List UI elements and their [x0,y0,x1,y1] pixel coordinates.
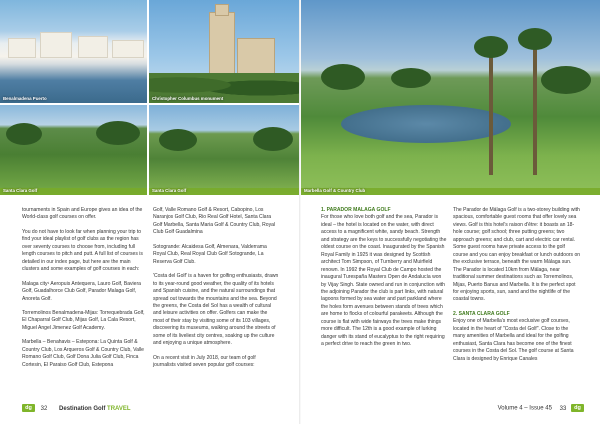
tree-shape [253,127,293,151]
monument-tower-top [215,4,229,16]
photo-santa-clara-1 [0,105,147,195]
footer-left [22,404,131,418]
photo-caption: Christopher Columbus monument [152,96,224,101]
page-gutter [299,0,301,424]
building-shape [78,36,108,58]
paragraph: Sotogrande: Alcaidesa Golf, Almenara, Valderrama Royal Club, Real Royal Club Golf Sotogrande, La Reserva Golf Club. [153,243,267,265]
section-heading: 2. SANTA CLARA GOLF [453,310,510,317]
building-shape [40,32,72,58]
palm-fronds [474,36,508,58]
paragraph: You do not have to look far when planning your trip to find your ideal playlist of golf clubs as the region has over seventy courses to choose from, including full length courses to pitch and putt. A full list of courses is detailed in our index page, but here are the main clusters and some examples of golf courses in each: [22,228,143,273]
palm-trunk [533,40,537,175]
paragraph: Marbella – Benahavis – Estepona: La Quinta Golf & Country Club, Los Arqueros Golf & Country Club, Valle Romano Golf Club, Golf Dona Julia Golf Club, Finca Cortesin, El Paraiso Golf Club, Estepona [22,339,144,368]
palm-trunk [489,48,493,175]
photo-marbella-golf [301,0,600,195]
photo-caption: Santa Clara Golf [3,188,38,193]
paragraph: Malaga city¹ Aeropuis Antequera, Lauro Golf, Baviera Golf, Guadalhorce Club Golf, Parador Malaga Golf, Anoreta Golf. [22,280,141,302]
lake [341,105,511,143]
paragraph: For those who love both golf and the sea, Parador is ideal – the hotel is located on the water, with direct access to a magnificent white, sandy beach. Strength and strategy are the keys to successfully negotiating the oldest course on the coast. Inaugurated by the Spanish Royal Family in 1925 it was designed by Scottish architect Tom Simpson, of Turnberry and Muirfield renown. In 1992 the Royal Club de Campo hosted the inaugural Turespaña Masters Open de Andalucía won by Vijay Singh. State owned and run in conjunction with the adjoining Parador the club is part links, with natural lagoons formed by sea water and part parkland where the holes form avenues between stands of trees which are home to flocks of colourful parakeets. Although the course is flat with wide fairways the trees make things more difficult. The 12th is a good example of lurking danger with its stand of eucalyptus to the right requiring a perfect drive to reach the green in two. [321,214,447,348]
palm-fronds [518,28,552,50]
tree-shape [96,121,140,145]
magazine-title: Destination Golf [59,405,106,412]
photo-columbus-monument [149,0,299,103]
photo-benalmadena-puerto [0,0,147,103]
dg-logo-badge: dg [22,404,35,412]
text-column-4 [453,207,581,370]
tree-shape [391,68,431,88]
page-number: 33 [559,405,567,412]
photo-caption: Santa Clara Golf [152,188,187,193]
magazine-name [59,406,131,412]
photo-caption: Marbella Golf & Country Club [304,188,366,193]
tree-shape [159,129,197,151]
dg-logo-badge: dg [571,404,584,412]
paragraph: On a recent visit in July 2018, our team of golf journalists visited seven popular golf courses: [153,354,256,369]
building-shape [8,38,36,58]
paragraph: Enjoy one of Marbella's most exclusive golf courses, located in the heart of "Costa del Golf". Close to the many amenities of Marbella and ideal for the golfing enthusiast, Santa Clara has become one of the finest courses in the Costa del Sol. The golf course at Santa Clara is designed by Enrique Canales [453,318,574,362]
text-column-2 [153,207,279,377]
photo-caption: Benalmadena Puerto [3,96,47,101]
section-heading: 1. PARADOR MALAGA GOLF [321,207,391,213]
paragraph: tournaments in Spain and Europe gives an idea of the World-class golf courses on offer. [22,207,143,221]
building-shape [112,40,144,58]
tree-shape [541,66,591,94]
tree-shape [321,64,365,90]
magazine-accent: TRAVEL [107,405,131,412]
page-number: 32 [40,405,48,412]
paragraph: Torremolinos Benalmadena-Mijas: Torrequebrada Golf, El Chaparral Golf Club, Mijas Golf, La Cala Resort, Miguel Angel Jimenez Golf Academy. [22,309,145,331]
photo-santa-clara-2 [149,105,299,195]
text-column-3 [321,207,448,356]
footer-right [478,404,584,418]
issue-label: Volume 4 – Issue 45 [497,405,552,412]
tree-shape [6,123,42,145]
paragraph: The Parador de Málaga Golf is a two-storey building with spacious, comfortable guest rooms that offer lovely sea views. Golf is this hotel's raison d'être: it boasts an 18-hole course; golf school; three putting greens; two approach greens; and club, cart and electric car rental. Some guest rooms have private access to the golf course and you can enjoy breakfast or lunch outdoors on the exclusive terrace, beneath the warm Málaga sun. The Parador is located 10km from Málaga, near traditional summer destinations such as Torremolinos, Mijas, Puerto Banus and Marbella. It is the perfect spot for enjoying sports, sun, sand and the nightlife of the coastal towns. [453,207,581,303]
text-column-1 [22,207,148,376]
paragraph: 'Costa del Golf' is a haven for golfing enthusiasts, drawn to its year-round good weather, the quality of its hotels and Spanish cuisine, and the natural surroundings that spread out towards the mountains and the sea. Beyond the greens, the Costa del Sol has a wealth of cultural and leisure activities on offer. Golfers can make the most of their stay by visiting some of its 103 villages, discovering its museums, walking around the streets of some of its liveliest city centres, soaking up the culture and enjoying a unique atmosphere. [153,273,279,347]
paragraph: Golf, Valle Romano Golf & Resort, Cabopino, Los Naranjos Golf Club, Rio Real Golf Hotel, Santa Clara Golf Marbella, Santa Maria Golf & Country Club, Royal Club Golf Guadalmina [153,207,276,236]
